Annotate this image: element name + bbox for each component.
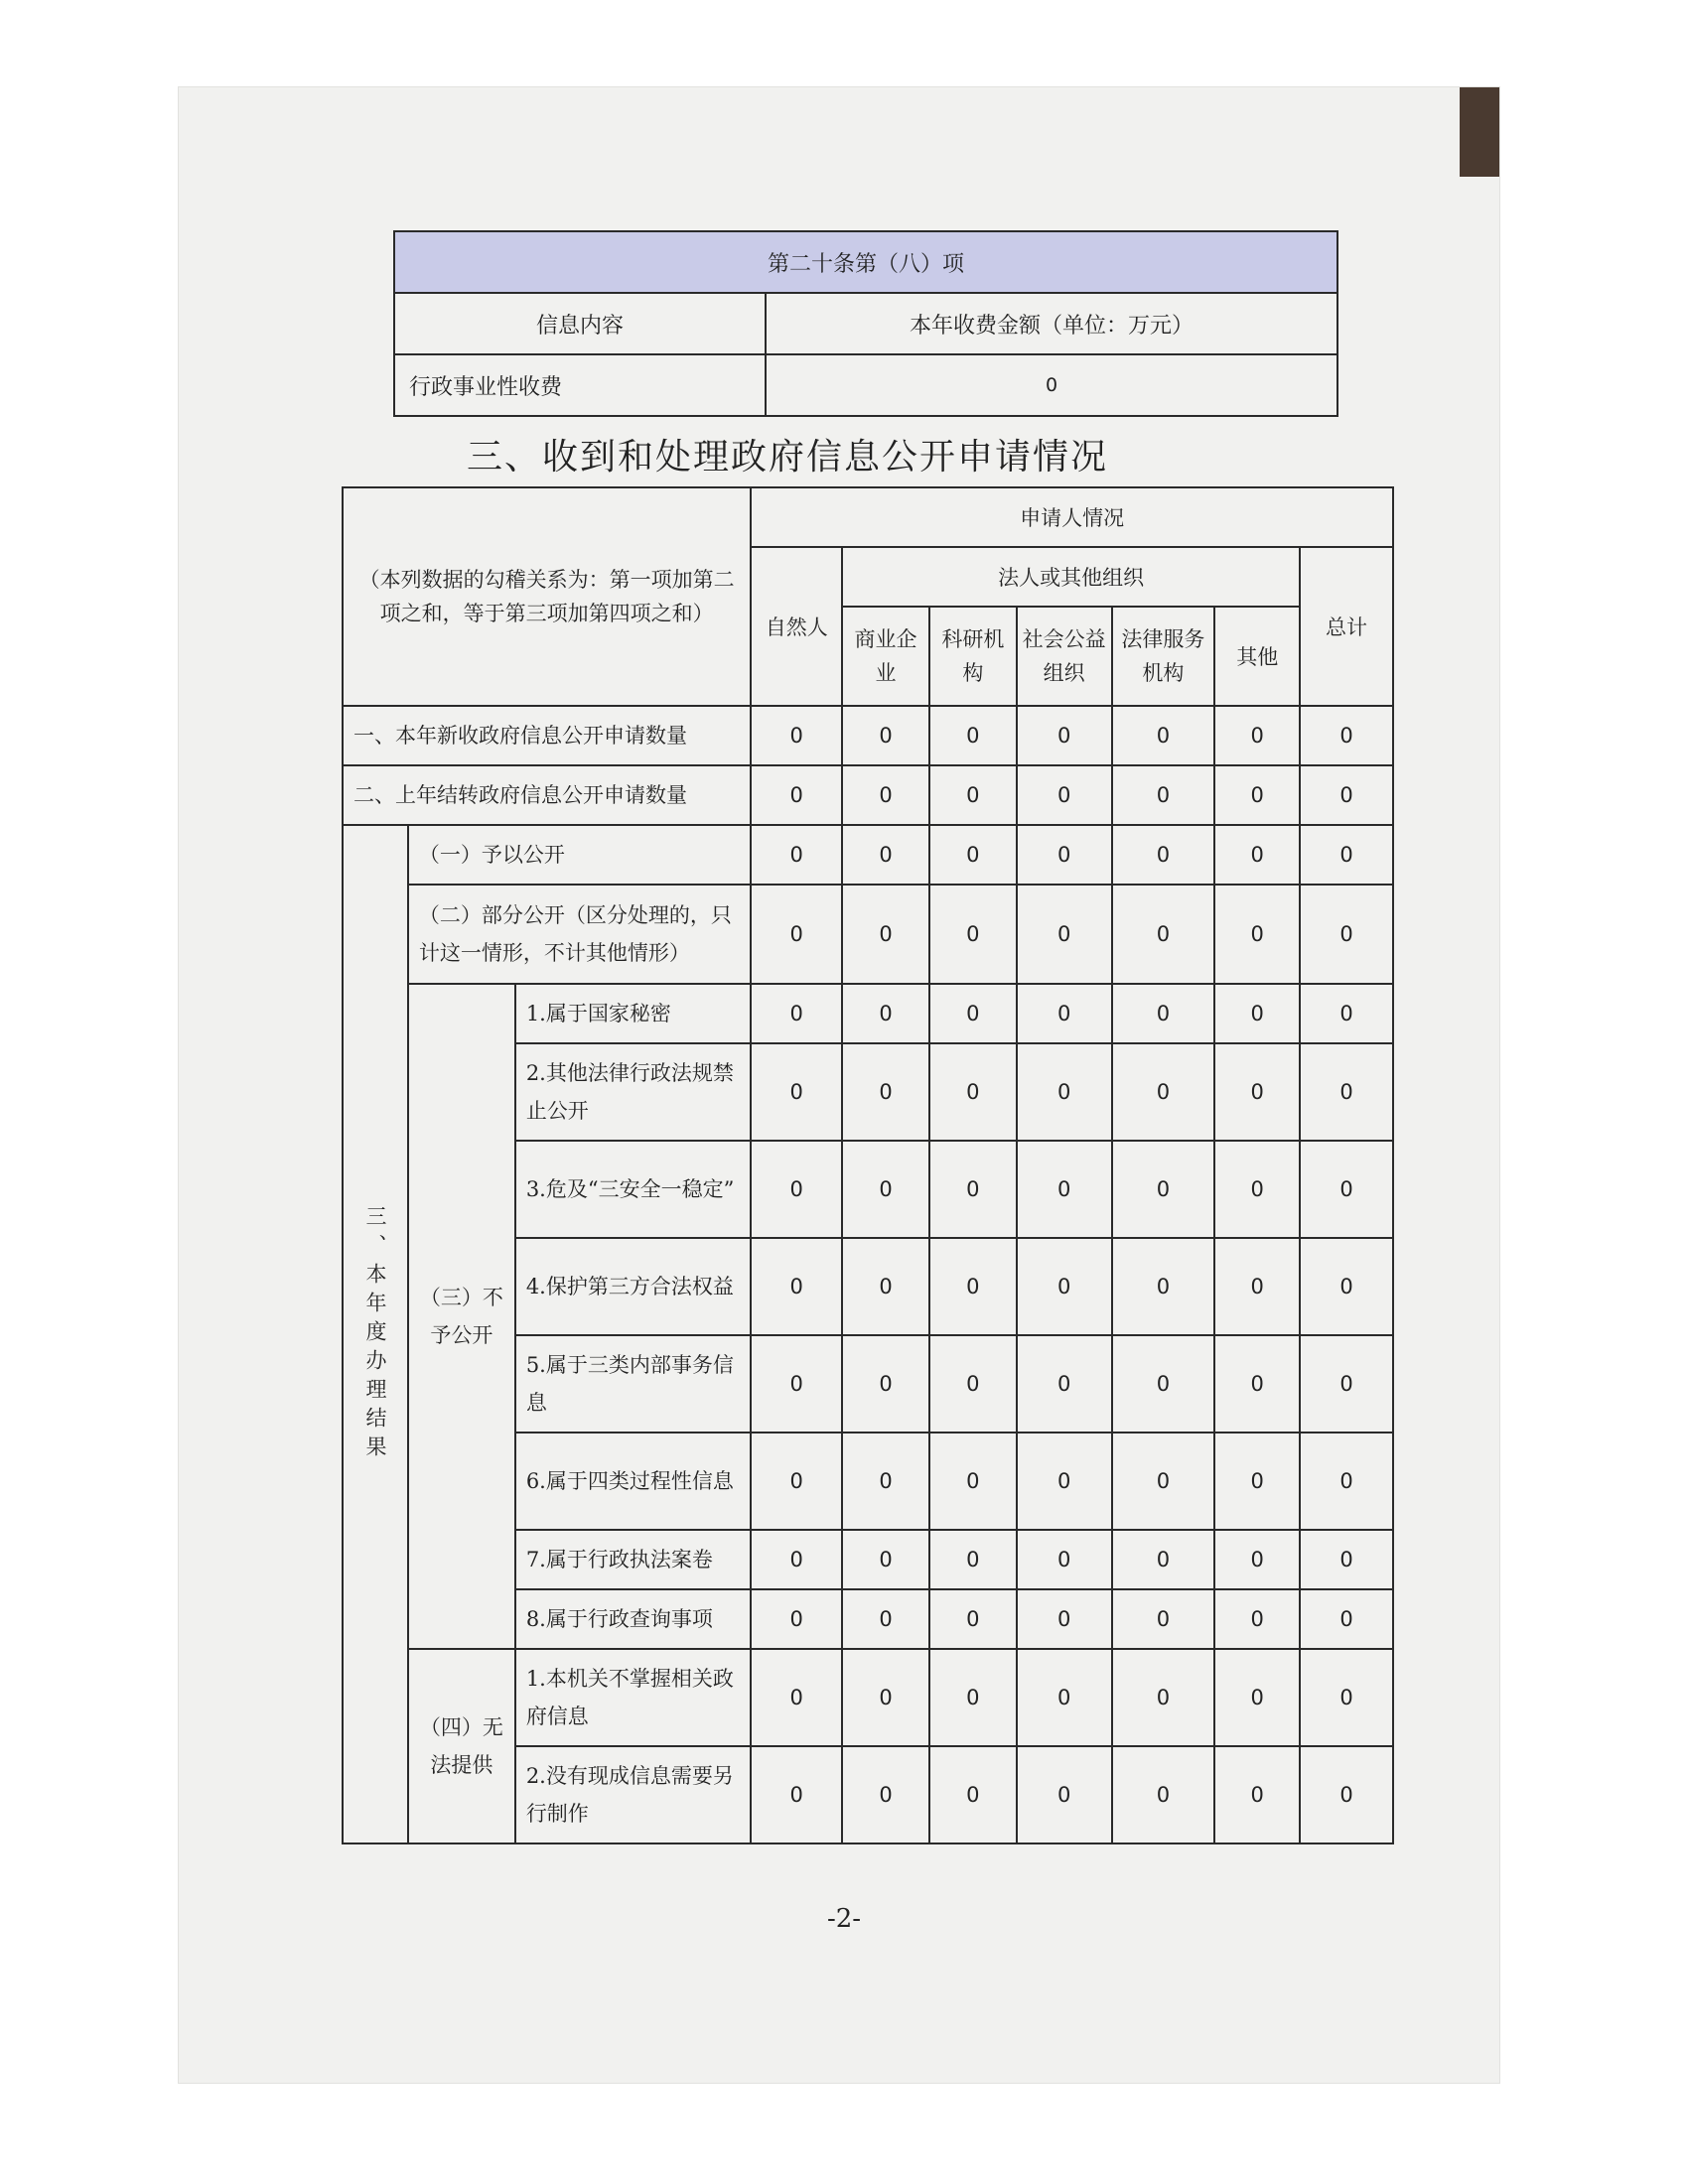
cell-value: 0 [1300, 1530, 1393, 1589]
cell-value: 0 [1112, 1530, 1215, 1589]
fee-table [393, 230, 1338, 417]
cell-value: 0 [842, 1649, 929, 1746]
cell-value: 0 [1214, 765, 1300, 825]
cell-value: 0 [929, 1433, 1017, 1530]
cell-value: 0 [751, 1141, 842, 1238]
cell-value: 0 [929, 1141, 1017, 1238]
cell-value: 0 [1300, 1043, 1393, 1141]
cell-value: 0 [1112, 1433, 1215, 1530]
cell-value: 0 [1112, 825, 1215, 885]
cell-value: 0 [842, 1433, 929, 1530]
cell-value: 0 [1112, 765, 1215, 825]
cell-value: 0 [929, 885, 1017, 984]
row-new-applications [343, 706, 1393, 765]
cell-value: 0 [1214, 1649, 1300, 1746]
application-table [342, 486, 1394, 1844]
section3-label: 三、本年度办理结果 [343, 825, 408, 1843]
cell-value: 0 [1300, 1335, 1393, 1433]
cell-value: 0 [751, 885, 842, 984]
cell-value: 0 [1017, 706, 1112, 765]
cell-value: 0 [842, 885, 929, 984]
cell-value: 0 [842, 984, 929, 1043]
cell-value: 0 [1112, 1238, 1215, 1335]
col-research: 科研机构 [929, 607, 1017, 706]
cell-value: 0 [1214, 1589, 1300, 1649]
cell-value: 0 [929, 1589, 1017, 1649]
cell-value: 0 [1214, 1238, 1300, 1335]
cell-value: 0 [1112, 984, 1215, 1043]
cell-value: 0 [1112, 885, 1215, 984]
cell-value: 0 [751, 1589, 842, 1649]
cell-value: 0 [1017, 1649, 1112, 1746]
cell-value: 0 [1300, 706, 1393, 765]
row-label: （一）予以公开 [408, 825, 751, 885]
fee-row-value: 0 [766, 354, 1337, 416]
row-label: 一、本年新收政府信息公开申请数量 [343, 706, 751, 765]
col-legal-service: 法律服务机构 [1112, 607, 1215, 706]
cell-value: 0 [1300, 1589, 1393, 1649]
cell-value: 0 [1017, 1141, 1112, 1238]
cell-value: 0 [1300, 765, 1393, 825]
row-open [343, 825, 1393, 885]
cell-value: 0 [751, 984, 842, 1043]
row-label: 2.其他法律行政法规禁止公开 [515, 1043, 752, 1141]
col-natural-person: 自然人 [751, 547, 842, 706]
cell-value: 0 [1214, 706, 1300, 765]
row-g4-1 [343, 1649, 1393, 1746]
cell-value: 0 [1112, 1746, 1215, 1843]
row-label: 1.本机关不掌握相关政府信息 [515, 1649, 752, 1746]
cell-value: 0 [1300, 825, 1393, 885]
col-other: 其他 [1214, 607, 1300, 706]
cell-value: 0 [751, 1746, 842, 1843]
cell-value: 0 [1017, 1589, 1112, 1649]
cell-value: 0 [1017, 1746, 1112, 1843]
cell-value: 0 [1017, 1335, 1112, 1433]
cell-value: 0 [1214, 1335, 1300, 1433]
cell-value: 0 [1112, 706, 1215, 765]
cell-value: 0 [751, 825, 842, 885]
cell-value: 0 [1300, 1649, 1393, 1746]
cell-value: 0 [1214, 1043, 1300, 1141]
cell-value: 0 [1300, 1746, 1393, 1843]
cell-value: 0 [842, 1141, 929, 1238]
cell-value: 0 [751, 1335, 842, 1433]
cell-value: 0 [929, 1530, 1017, 1589]
cell-value: 0 [1214, 1141, 1300, 1238]
cell-value: 0 [842, 1530, 929, 1589]
cell-value: 0 [1112, 1043, 1215, 1141]
cell-value: 0 [1017, 984, 1112, 1043]
cell-value: 0 [1214, 984, 1300, 1043]
cell-value: 0 [1017, 885, 1112, 984]
row-label: 7.属于行政执法案卷 [515, 1530, 752, 1589]
cell-value: 0 [1017, 1238, 1112, 1335]
cell-value: 0 [842, 1238, 929, 1335]
row-label: 2.没有现成信息需要另行制作 [515, 1746, 752, 1843]
cell-value: 0 [1017, 765, 1112, 825]
cell-value: 0 [1300, 984, 1393, 1043]
row-label: 3.危及“三安全一稳定” [515, 1141, 752, 1238]
group3-label: （三）不予公开 [408, 984, 515, 1649]
cell-value: 0 [1300, 1238, 1393, 1335]
page-corner-shadow [1460, 87, 1499, 177]
fee-row-label: 行政事业性收费 [394, 354, 766, 416]
cell-value: 0 [929, 1335, 1017, 1433]
cell-value: 0 [751, 1530, 842, 1589]
applicant-header: 申请人情况 [751, 487, 1393, 547]
row-label: 8.属于行政查询事项 [515, 1589, 752, 1649]
page-number: -2- [826, 1904, 862, 1934]
cell-value: 0 [751, 706, 842, 765]
cell-value: 0 [842, 825, 929, 885]
cell-value: 0 [842, 1589, 929, 1649]
cell-value: 0 [1112, 1649, 1215, 1746]
cell-value: 0 [1017, 825, 1112, 885]
fee-col-info: 信息内容 [394, 293, 766, 354]
cell-value: 0 [929, 1649, 1017, 1746]
cell-value: 0 [929, 825, 1017, 885]
row-label: 4.保护第三方合法权益 [515, 1238, 752, 1335]
cell-value: 0 [842, 706, 929, 765]
row-label: 1.属于国家秘密 [515, 984, 752, 1043]
row-carryover [343, 765, 1393, 825]
cell-value: 0 [751, 1043, 842, 1141]
cell-value: 0 [929, 1043, 1017, 1141]
cell-value: 0 [751, 765, 842, 825]
cell-value: 0 [929, 1746, 1017, 1843]
cell-value: 0 [1017, 1043, 1112, 1141]
cell-value: 0 [1112, 1589, 1215, 1649]
row-g3-1 [343, 984, 1393, 1043]
row-label: 6.属于四类过程性信息 [515, 1433, 752, 1530]
cell-value: 0 [1112, 1141, 1215, 1238]
row-label: 5.属于三类内部事务信息 [515, 1335, 752, 1433]
cell-value: 0 [1300, 1433, 1393, 1530]
cell-value: 0 [1017, 1530, 1112, 1589]
cell-value: 0 [842, 1746, 929, 1843]
row-label: 二、上年结转政府信息公开申请数量 [343, 765, 751, 825]
fee-col-amount: 本年收费金额（单位：万元） [766, 293, 1337, 354]
corner-note: （本列数据的勾稽关系为：第一项加第二项之和，等于第三项加第四项之和） [343, 487, 751, 706]
cell-value: 0 [929, 984, 1017, 1043]
cell-value: 0 [1214, 885, 1300, 984]
cell-value: 0 [1214, 1433, 1300, 1530]
cell-value: 0 [1214, 1530, 1300, 1589]
col-commercial: 商业企业 [842, 607, 929, 706]
row-label: （二）部分公开（区分处理的，只计这一情形，不计其他情形） [408, 885, 751, 984]
cell-value: 0 [929, 765, 1017, 825]
cell-value: 0 [1300, 1141, 1393, 1238]
cell-value: 0 [1112, 1335, 1215, 1433]
cell-value: 0 [929, 1238, 1017, 1335]
col-total: 总计 [1300, 547, 1393, 706]
cell-value: 0 [1017, 1433, 1112, 1530]
section-title: 三、收到和处理政府信息公开申请情况 [467, 437, 1109, 478]
cell-value: 0 [929, 706, 1017, 765]
cell-value: 0 [842, 765, 929, 825]
cell-value: 0 [751, 1649, 842, 1746]
row-partial [343, 885, 1393, 984]
cell-value: 0 [1214, 1746, 1300, 1843]
cell-value: 0 [1300, 885, 1393, 984]
cell-value: 0 [751, 1238, 842, 1335]
cell-value: 0 [1214, 825, 1300, 885]
fee-table-header: 第二十条第（八）项 [394, 231, 1337, 293]
legal-header: 法人或其他组织 [842, 547, 1300, 607]
cell-value: 0 [842, 1335, 929, 1433]
col-public-welfare: 社会公益组织 [1017, 607, 1112, 706]
group4-label: （四）无法提供 [408, 1649, 515, 1843]
cell-value: 0 [842, 1043, 929, 1141]
cell-value: 0 [751, 1433, 842, 1530]
